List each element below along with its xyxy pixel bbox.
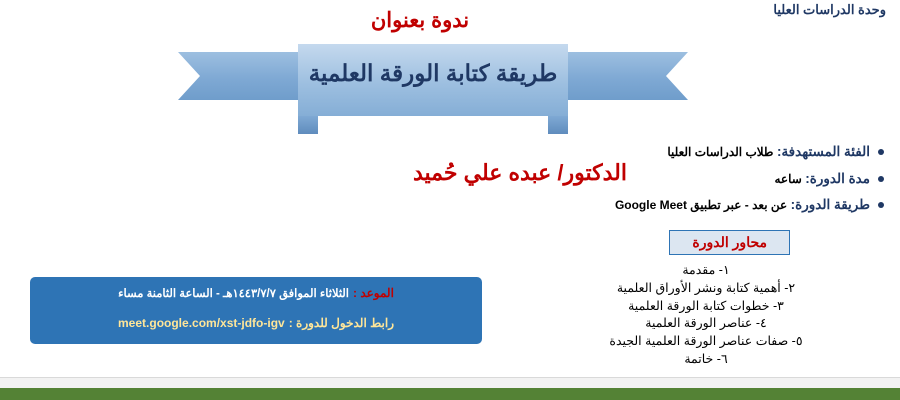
list-item <box>531 143 886 161</box>
footer-strip-gray <box>0 377 900 388</box>
banner-title: طريقة كتابة الورقة العلمية <box>308 59 558 86</box>
presenter-name: الدكتور/ عبده علي حُميد <box>412 160 627 185</box>
info-list <box>531 143 886 223</box>
list-item: ٣- خطوات كتابة الورقة العلمية <box>628 298 784 313</box>
list-item: ٤- عناصر الورقة العلمية <box>645 316 767 331</box>
list-item: ٢- أهمية كتابة ونشر الأوراق العلمية <box>616 280 796 295</box>
footer-strip-green <box>0 388 900 400</box>
info-label: الفئة المستهدفة: <box>776 144 870 159</box>
meeting-info-box <box>30 277 482 344</box>
unit-header: وحدة الدراسات العليا <box>773 2 886 17</box>
info-label: طريقة الدورة: <box>790 197 870 213</box>
course-axes-title: محاور الدورة <box>669 230 790 255</box>
meeting-date-label: الموعد : <box>353 286 394 300</box>
meeting-link-value[interactable]: meet.google.com/xst-jdfo-igv <box>118 316 285 330</box>
list-item <box>531 196 886 214</box>
info-label: مدة الدورة: <box>805 170 870 186</box>
meeting-link-row <box>30 316 482 330</box>
list-item: ٦- خاتمة <box>684 351 728 366</box>
meeting-date-row <box>30 286 482 300</box>
info-value: ساعه <box>774 171 802 186</box>
list-item: ٥- صفات عناصر الورقة العلمية الجيدة <box>609 334 803 348</box>
list-item <box>531 170 886 188</box>
banner-ribbon <box>178 42 688 138</box>
seminar-label: ندوة بعنوان <box>370 9 470 32</box>
info-value: طلاب الدراسات العليا <box>667 145 774 159</box>
meeting-link-label: رابط الدخول للدورة : <box>288 316 394 330</box>
meeting-date-value: الثلاثاء الموافق ١٤٤٣/٧/٧هـ - الساعة الثامنة مساء <box>118 288 349 300</box>
course-axes-list <box>526 262 886 369</box>
list-item: ١- مقدمة <box>682 263 730 277</box>
info-value: عن بعد - عبر تطبيق Google Meet <box>614 198 788 213</box>
